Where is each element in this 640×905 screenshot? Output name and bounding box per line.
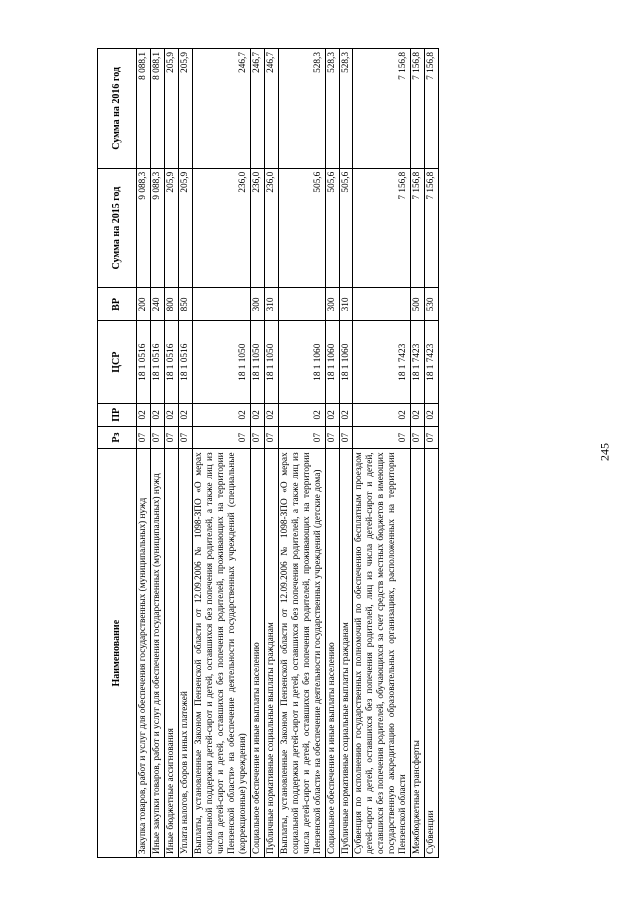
cell-sum-2015: 9 088,3 (137, 168, 151, 288)
cell-pr: 02 (264, 404, 278, 427)
cell-vr: 200 (137, 288, 151, 321)
cell-sum-2016: 528,3 (325, 49, 339, 169)
cell-vr: 850 (178, 288, 192, 321)
cell-sum-2016: 205,9 (164, 49, 178, 169)
cell-sum-2015: 7 156,8 (425, 168, 439, 288)
cell-name: Выплаты, установленные Законом Пензенской области от 12.09.2006 № 1098-ЗПО «О мерах социальной поддержки детей-сирот и детей, оставшихся без попечения родителей, а также лиц из числа детей-сирот и детей, оставшихся без попечения родителей, проживающих на территории Пензенской области» на обеспечение деятельности государственных учреждений (специальные (коррекционные) учреждения) (192, 449, 250, 858)
header-vr: ВР (98, 288, 137, 321)
cell-sum-2015: 205,9 (164, 168, 178, 288)
cell-vr: 500 (411, 288, 425, 321)
cell-vr (278, 288, 325, 321)
cell-sum-2015: 7 156,8 (411, 168, 425, 288)
cell-sum-2016: 8 088,1 (137, 49, 151, 169)
table-row (278, 49, 325, 858)
table-row (137, 49, 151, 858)
page-number: 245 (597, 443, 612, 461)
cell-csr: 18 1 1050 (250, 321, 264, 404)
cell-rz: 07 (164, 426, 178, 449)
cell-pr: 02 (278, 404, 325, 427)
cell-sum-2016: 205,9 (178, 49, 192, 169)
cell-sum-2015: 505,6 (325, 168, 339, 288)
cell-rz: 07 (178, 426, 192, 449)
header-sum-2015: Сумма на 2015 год (98, 168, 137, 288)
cell-sum-2015: 236,0 (264, 168, 278, 288)
header-pr: ПР (98, 404, 137, 427)
cell-rz: 07 (192, 426, 250, 449)
header-name: Наименование (98, 449, 137, 858)
table-row (250, 49, 264, 858)
table-row (178, 49, 192, 858)
table-row (164, 49, 178, 858)
cell-pr: 02 (137, 404, 151, 427)
cell-name: Закупка товаров, работ и услуг для обеспечения государственных (муниципальных) нужд (137, 449, 151, 858)
cell-vr: 530 (425, 288, 439, 321)
cell-rz: 07 (137, 426, 151, 449)
cell-csr: 18 1 7423 (425, 321, 439, 404)
cell-sum-2016: 8 088,1 (150, 49, 164, 169)
cell-vr (192, 288, 250, 321)
cell-csr: 18 1 7423 (353, 321, 411, 404)
cell-pr: 02 (425, 404, 439, 427)
cell-pr: 02 (411, 404, 425, 427)
table-row (353, 49, 411, 858)
table-row (150, 49, 164, 858)
cell-sum-2016: 528,3 (339, 49, 353, 169)
cell-rz: 07 (339, 426, 353, 449)
cell-rz: 07 (264, 426, 278, 449)
header-sum-2016: Сумма на 2016 год (98, 49, 137, 169)
budget-table-frame (97, 48, 561, 858)
cell-name: Выплаты, установленные Законом Пензенской области от 12.09.2006 № 1098-ЗПО «О мерах социальной поддержки детей-сирот и детей, оставшихся без попечения родителей, а также лиц из числа детей-сирот и детей, оставшихся без попечения родителей, проживающих на территории Пензенской области» на обеспечение деятельности государственных учреждений (детские дома) (278, 449, 325, 858)
cell-pr: 02 (164, 404, 178, 427)
cell-sum-2016: 246,7 (192, 49, 250, 169)
cell-pr: 02 (192, 404, 250, 427)
cell-name: Уплата налогов, сборов и иных платежей (178, 449, 192, 858)
cell-sum-2015: 236,0 (250, 168, 264, 288)
budget-table (97, 48, 439, 858)
cell-vr: 800 (164, 288, 178, 321)
cell-csr: 18 1 0516 (164, 321, 178, 404)
table-row (339, 49, 353, 858)
cell-name: Иные бюджетные ассигнования (164, 449, 178, 858)
cell-csr: 18 1 0516 (178, 321, 192, 404)
cell-csr: 18 1 1050 (192, 321, 250, 404)
header-rz: Рз (98, 426, 137, 449)
cell-vr: 300 (250, 288, 264, 321)
cell-sum-2015: 9 088,3 (150, 168, 164, 288)
cell-csr: 18 1 1060 (325, 321, 339, 404)
cell-sum-2015: 505,6 (278, 168, 325, 288)
cell-csr: 18 1 0516 (150, 321, 164, 404)
cell-pr: 02 (150, 404, 164, 427)
cell-sum-2015: 505,6 (339, 168, 353, 288)
cell-rz: 07 (250, 426, 264, 449)
cell-vr: 240 (150, 288, 164, 321)
cell-pr: 02 (325, 404, 339, 427)
cell-pr: 02 (178, 404, 192, 427)
cell-sum-2016: 7 156,8 (353, 49, 411, 169)
cell-sum-2016: 246,7 (250, 49, 264, 169)
table-row (425, 49, 439, 858)
cell-sum-2016: 528,3 (278, 49, 325, 169)
cell-name: Публичные нормативные социальные выплаты гражданам (339, 449, 353, 858)
table-row (411, 49, 425, 858)
cell-sum-2015: 236,0 (192, 168, 250, 288)
cell-pr: 02 (250, 404, 264, 427)
cell-csr: 18 1 1050 (264, 321, 278, 404)
cell-vr: 300 (325, 288, 339, 321)
cell-name: Социальное обеспечение и иные выплаты населению (250, 449, 264, 858)
cell-vr: 310 (339, 288, 353, 321)
cell-pr: 02 (353, 404, 411, 427)
cell-sum-2015: 7 156,8 (353, 168, 411, 288)
cell-name: Субвенция по исполнению государственных полномочий по обеспечению бесплатным проездом детей-сирот и детей, оставшихся без попечения родителей, лиц из числа детей-сирот и детей, оставшихся без попечения родителей, обучающихся за счет средств местных бюджетов в имеющих государственную аккредитацию образовательных организациях, расположенных на территории Пензенской области (353, 449, 411, 858)
cell-rz: 07 (411, 426, 425, 449)
cell-sum-2015: 205,9 (178, 168, 192, 288)
cell-sum-2016: 7 156,8 (425, 49, 439, 169)
cell-csr: 18 1 1060 (278, 321, 325, 404)
cell-vr (353, 288, 411, 321)
cell-sum-2016: 246,7 (264, 49, 278, 169)
cell-pr: 02 (339, 404, 353, 427)
cell-csr: 18 1 1060 (339, 321, 353, 404)
cell-name: Субвенции (425, 449, 439, 858)
header-csr: ЦСР (98, 321, 137, 404)
table-header-row (98, 49, 137, 858)
cell-name: Иные закупки товаров, работ и услуг для обеспечения государственных (муниципальных) нужд (150, 449, 164, 858)
cell-csr: 18 1 0516 (137, 321, 151, 404)
cell-rz: 07 (325, 426, 339, 449)
cell-rz: 07 (278, 426, 325, 449)
cell-name: Публичные нормативные социальные выплаты гражданам (264, 449, 278, 858)
cell-rz: 07 (150, 426, 164, 449)
cell-rz: 07 (353, 426, 411, 449)
table-row (192, 49, 250, 858)
cell-vr: 310 (264, 288, 278, 321)
cell-rz: 07 (425, 426, 439, 449)
table-row (264, 49, 278, 858)
cell-name: Межбюджетные трансферты (411, 449, 425, 858)
table-row (325, 49, 339, 858)
cell-name: Социальное обеспечение и иные выплаты населению (325, 449, 339, 858)
cell-csr: 18 1 7423 (411, 321, 425, 404)
cell-sum-2016: 7 156,8 (411, 49, 425, 169)
